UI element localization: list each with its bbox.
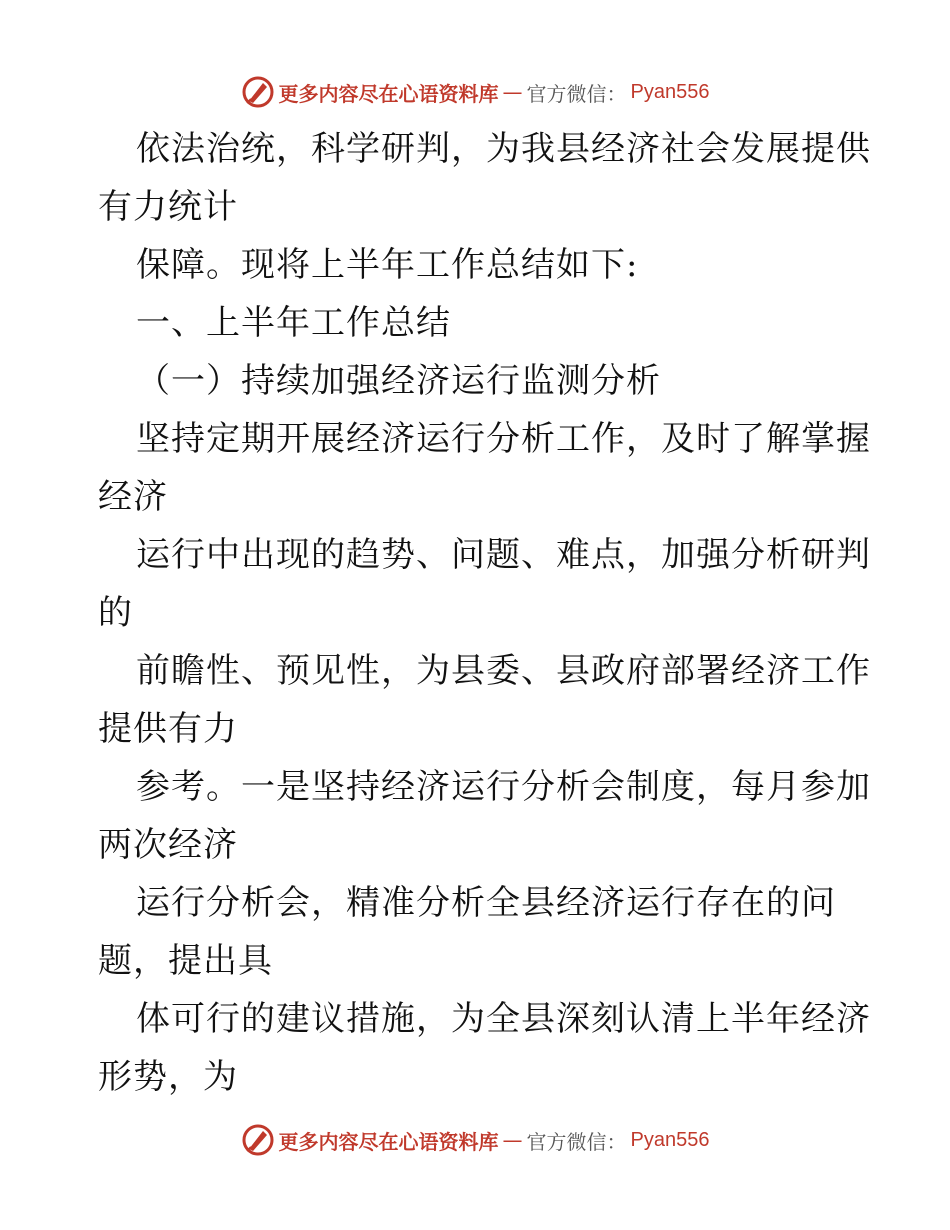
text-line: 两次经济 [98, 825, 238, 865]
text-line: 体可行的建议措施，为全县深刻认清上半年经济 [136, 999, 871, 1039]
text-line: 有力统计 [98, 187, 238, 227]
text-line: 提供有力 [98, 709, 238, 749]
text-line: 保障。现将上半年工作总结如下: [136, 245, 639, 285]
header-wechat-id: Pyan556 [630, 80, 710, 103]
footer-wechat-id: Pyan556 [630, 1128, 710, 1151]
header-separator: — [502, 80, 523, 104]
footer-brand: 更多内容尽在心语资料库 [278, 1129, 499, 1154]
text-line: 的 [98, 593, 133, 633]
footer-banner [0, 1120, 950, 1160]
document-body [98, 120, 871, 1106]
footer-wechat-label: 官方微信： [526, 1129, 627, 1154]
text-line: 前瞻性、预见性，为县委、县政府部署经济工作 [136, 651, 871, 691]
quill-pen-logo-icon [241, 1123, 275, 1157]
text-line: 坚持定期开展经济运行分析工作，及时了解掌握 [136, 419, 871, 459]
header-brand: 更多内容尽在心语资料库 [278, 81, 499, 106]
text-line: 经济 [98, 477, 168, 517]
text-line: 运行中出现的趋势、问题、难点，加强分析研判 [136, 535, 871, 575]
text-line: 依法治统，科学研判，为我县经济社会发展提供 [136, 129, 871, 169]
text-line: 形势，为 [98, 1057, 238, 1097]
text-line: 题，提出具 [98, 941, 273, 981]
footer-separator: — [502, 1128, 523, 1152]
header-wechat-label: 官方微信： [526, 81, 627, 106]
text-line: 运行分析会，精准分析全县经济运行存在的问 [136, 883, 836, 923]
quill-pen-logo-icon [241, 75, 275, 109]
text-line: 一、上半年工作总结 [136, 303, 451, 343]
header-banner [0, 72, 950, 112]
text-line: 参考。一是坚持经济运行分析会制度，每月参加 [136, 767, 871, 807]
text-line: （一）持续加强经济运行监测分析 [136, 361, 661, 401]
